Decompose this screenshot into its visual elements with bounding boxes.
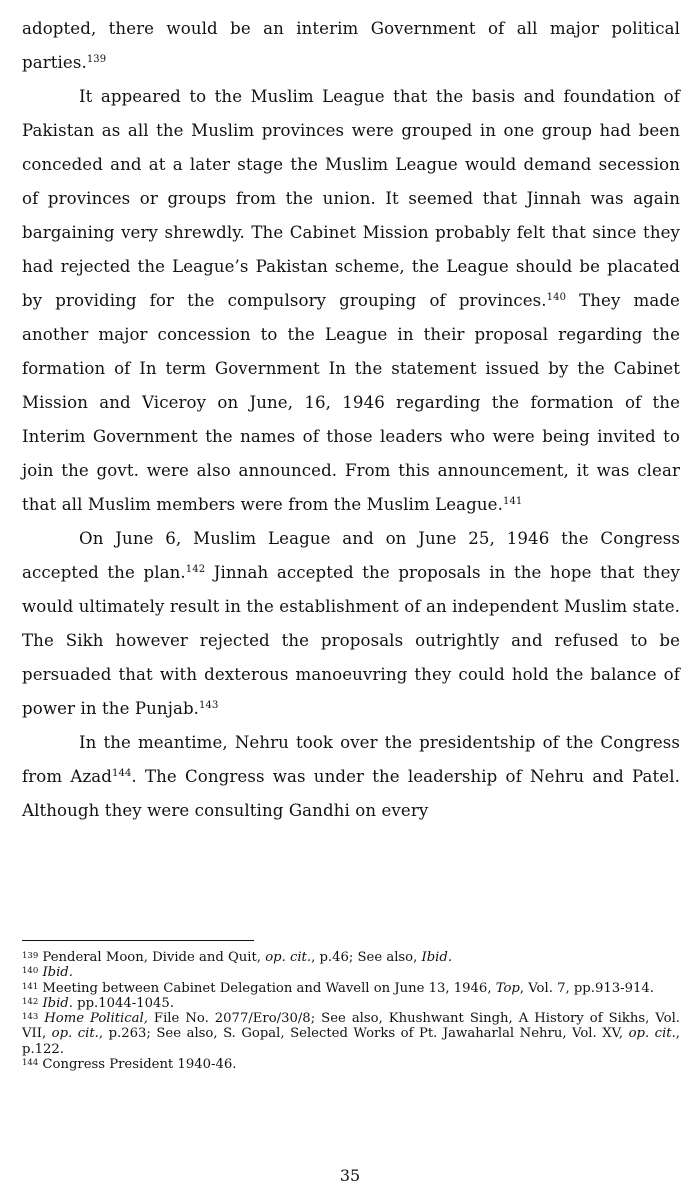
footnote-text: Congress President 1940-46. bbox=[38, 1057, 237, 1073]
footnote-italic-text: Ibid. bbox=[421, 950, 453, 965]
footnote-item bbox=[22, 1011, 680, 1057]
footnote-item bbox=[22, 950, 680, 965]
footnote-text: Penderal Moon, Divide and Quit, bbox=[38, 950, 266, 965]
paragraph-2 bbox=[22, 80, 680, 522]
footnote-italic-text: Ibid. bbox=[42, 965, 73, 981]
paragraph-text: It appeared to the Muslim League that the basis and foundation of Pakistan as all the Muslim provinces were grouped in one group had been conceded and at a later stage the Muslim League would demand secession of provinces or groups from the union. It seemed that Jinnah was again bargaining very shrewdly. The Cabinet Mission probably felt that since they had rejected the League’s Pakistan scheme, the League should be placated by providing for the compulsory grouping of provinces. bbox=[22, 87, 680, 310]
footnote-italic-text: Top bbox=[495, 980, 520, 996]
footnote-ref[interactable]: 139 bbox=[86, 54, 107, 65]
footnote-item bbox=[22, 996, 680, 1011]
footnote-italic-text: op. cit. bbox=[265, 950, 312, 965]
paragraph-text: Jinnah accepted the proposals in the hope that they would ultimately result in the establishment of an independent Muslim state. The Sikh however rejected the proposals outrightly and refused to be persuaded that with dexterous manoeuvring they could hold the balance of power in the Punjab. bbox=[22, 563, 680, 718]
footnote-ref[interactable]: 142 bbox=[185, 564, 206, 575]
footnote-ref[interactable]: 144 bbox=[112, 768, 132, 779]
paragraph-1 bbox=[22, 12, 680, 80]
footnote-divider bbox=[22, 940, 254, 941]
footnote-text: , p.263; See also, S. Gopal, Selected Works of Pt. Jawaharlal Nehru, Vol. XV, bbox=[98, 1026, 629, 1042]
footnote-item bbox=[22, 981, 680, 996]
footnote-text: , p.122. bbox=[22, 1026, 680, 1057]
paragraph-text: On June 6, Muslim League and on June 25, 1946 the Congress accepted the plan. bbox=[22, 529, 680, 582]
footnote-number: 139 bbox=[22, 951, 39, 961]
paragraph-text: adopted, there would be an interim Government of all major political parties. bbox=[22, 19, 680, 72]
paragraph-text: They made another major concession to the League in their proposal regarding the formation of In term Government In the statement issued by the Cabinet Mission and Viceroy on June, 16, 1946 regarding the formation of the Interim Government the names of those leaders who were being invited to join the govt. were also announced. From this announcement, it was clear that all Muslim members were from the Muslim League. bbox=[22, 291, 680, 514]
footnote-number: 143 bbox=[22, 1012, 39, 1023]
footnote-italic-text: Home Political, bbox=[44, 1011, 148, 1027]
footnote-ref[interactable]: 140 bbox=[546, 292, 567, 303]
footnote-item bbox=[22, 965, 680, 980]
footnote-italic-text: Ibid. bbox=[42, 995, 73, 1011]
paragraph-4 bbox=[22, 726, 680, 828]
footnote-text: , Vol. 7, pp.913-914. bbox=[519, 980, 654, 996]
footnote-text: , p.46; See also, bbox=[311, 950, 422, 965]
footnote-number: 142 bbox=[22, 996, 39, 1007]
footnote-ref[interactable]: 141 bbox=[502, 496, 523, 507]
footnote-text: pp.1044-1045. bbox=[72, 995, 174, 1011]
footnote-number: 144 bbox=[22, 1058, 39, 1069]
footnote-text: Meeting between Cabinet Delegation and Wavell on June 13, 1946, bbox=[38, 980, 496, 996]
page-body bbox=[22, 12, 680, 828]
paragraph-text: In the meantime, Nehru took over the presidentship of the Congress from Azad bbox=[22, 733, 680, 786]
paragraph-text: . The Congress was under the leadership of Nehru and Patel. Although they were consulting Gandhi on every bbox=[22, 767, 681, 820]
footnotes-section bbox=[22, 950, 680, 1072]
footnote-text: File No. 2077/Ero/30/8; See also, Khushwant Singh, A History of Sikhs, Vol. VII, bbox=[22, 1011, 680, 1042]
footnote-number: 140 bbox=[22, 966, 39, 977]
footnote-item bbox=[22, 1057, 680, 1072]
footnote-ref[interactable]: 143 bbox=[199, 700, 219, 711]
footnote-number: 141 bbox=[22, 981, 39, 992]
footnote-italic-text: op. cit. bbox=[628, 1026, 676, 1042]
footnote-italic-text: op. cit. bbox=[51, 1026, 99, 1042]
paragraph-3 bbox=[22, 522, 680, 726]
page-number: 35 bbox=[339, 1166, 361, 1185]
